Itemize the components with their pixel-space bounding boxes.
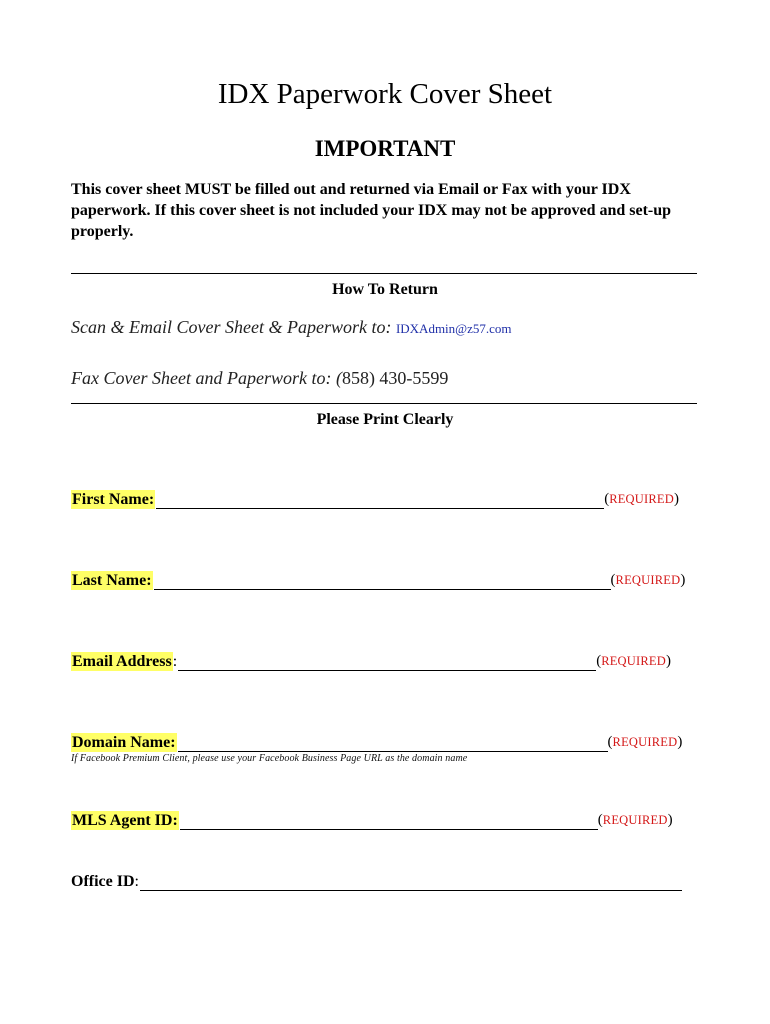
last-name-blank[interactable]	[154, 573, 611, 590]
notice-paragraph: This cover sheet MUST be filled out and returned via Email or Fax with your IDX paperwork. If this cover sheet is not included your IDX may not be approved and set-up properly.	[71, 181, 672, 240]
email-address-field	[71, 652, 671, 671]
office-id-label: Office ID	[71, 873, 135, 890]
required-close: )	[677, 734, 683, 750]
print-clearly-heading: Please Print Clearly	[316, 411, 454, 428]
mls-agent-id-field	[71, 811, 673, 830]
required-word: REQUIRED	[602, 813, 668, 827]
first-name-field	[71, 490, 679, 509]
mls-agent-id-blank[interactable]	[180, 813, 598, 830]
divider-bottom	[71, 403, 697, 404]
email-instruction	[71, 317, 512, 338]
required-indicator	[608, 733, 683, 752]
domain-name-blank[interactable]	[178, 735, 608, 752]
email-instruction-label: Scan & Email Cover Sheet & Paperwork to:	[71, 317, 392, 337]
last-name-field	[71, 571, 685, 590]
required-open: (	[610, 572, 616, 588]
fax-number: 858) 430-5599	[341, 368, 449, 388]
required-close: )	[667, 812, 673, 828]
required-indicator	[598, 811, 673, 830]
office-id-blank[interactable]	[140, 874, 682, 891]
required-indicator	[611, 571, 686, 590]
required-word: REQUIRED	[612, 735, 678, 749]
divider-top	[71, 273, 697, 274]
email-address-label: Email Address	[72, 653, 172, 670]
email-address-link[interactable]: IDXAdmin@z57.com	[395, 321, 512, 336]
required-word: REQUIRED	[601, 654, 666, 668]
office-id-field	[71, 872, 682, 891]
page-title: IDX Paperwork Cover Sheet	[217, 78, 553, 110]
required-close: )	[665, 653, 671, 669]
first-name-blank[interactable]	[156, 492, 604, 509]
email-address-blank[interactable]	[178, 654, 596, 671]
office-id-colon: :	[134, 873, 139, 890]
required-close: )	[680, 572, 686, 588]
required-open: (	[596, 653, 602, 669]
last-name-label: Last Name:	[72, 572, 152, 589]
domain-name-label: Domain Name:	[72, 734, 176, 751]
required-indicator	[604, 490, 679, 509]
domain-name-hint: If Facebook Premium Client, please use your Facebook Business Page URL as the domain name	[71, 753, 468, 764]
how-to-return-heading: How To Return	[332, 281, 438, 298]
required-open: (	[597, 812, 603, 828]
fax-instruction	[71, 368, 448, 389]
required-word: REQUIRED	[615, 573, 681, 587]
fax-instruction-label: Fax Cover Sheet and Paperwork to: (	[71, 368, 342, 388]
required-open: (	[604, 491, 610, 507]
email-address-colon: :	[172, 653, 178, 670]
required-word: REQUIRED	[609, 492, 674, 506]
required-indicator	[596, 652, 671, 671]
first-name-label: First Name:	[72, 491, 155, 508]
required-open: (	[607, 734, 613, 750]
important-heading: IMPORTANT	[314, 136, 456, 161]
domain-name-field	[71, 733, 682, 752]
mls-agent-id-label: MLS Agent ID:	[72, 812, 178, 829]
required-close: )	[673, 491, 679, 507]
